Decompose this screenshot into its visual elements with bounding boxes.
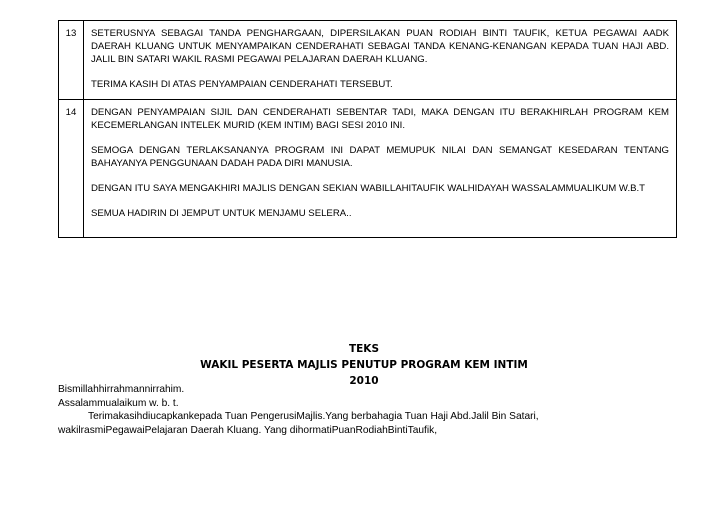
- table-row: [59, 100, 677, 238]
- table-row: [59, 21, 677, 100]
- heading-line-3: 2010: [349, 375, 379, 387]
- row-number: 13: [59, 21, 84, 100]
- row-content: [84, 100, 677, 238]
- paragraph: DENGAN PENYAMPAIAN SIJIL DAN CENDERAHATI SEBENTAR TADI, MAKA DENGAN ITU BERAKHIRLAH PROGRAM KEM KECEMERLANGAN INTELEK MURID (KEM INTIM) BAGI SESI 2010 INI.: [91, 107, 669, 131]
- speech-line: Assalammualaikum w. b. t.: [58, 397, 179, 409]
- row-content: [84, 21, 677, 100]
- speech-text: [58, 383, 698, 437]
- row-number: 14: [59, 100, 84, 238]
- paragraph: DENGAN ITU SAYA MENGAKHIRI MAJLIS DENGAN SEKIAN WABILLAHITAUFIK WALHIDAYAH WASSALAMMUALIKUM W.B.T: [91, 183, 646, 194]
- speech-line: Terimakasihdiucapkankepada Tuan PengerusiMajlis.Yang berbahagia Tuan Haji Abd.Jalil Bin Satari,: [88, 411, 539, 422]
- paragraph: SEMUA HADIRIN DI JEMPUT UNTUK MENJAMU SELERA..: [91, 208, 352, 219]
- speech-line: wakilrasmiPegawaiPelajaran Daerah Kluang. Yang dihormatiPuanRodiahBintiTaufik,: [58, 424, 438, 436]
- heading-line-2: WAKIL PESERTA MAJLIS PENUTUP PROGRAM KEM INTIM: [200, 359, 528, 371]
- paragraph: SEMOGA DENGAN TERLAKSANANYA PROGRAM INI DAPAT MEMUPUK NILAI DAN SEMANGAT KESEDARAN TENTANG BAHAYANYA PENGGUNAAN DADAH PADA DIRI MANUSIA.: [91, 145, 669, 169]
- speech-line: Bismillahhirrahmannirrahim.: [58, 384, 185, 395]
- programme-table: [58, 20, 677, 238]
- paragraph: SETERUSNYA SEBAGAI TANDA PENGHARGAAN, DIPERSILAKAN PUAN RODIAH BINTI TAUFIK, KETUA PEGAWAI AADK DAERAH KLUANG UNTUK MENYAMPAIKAN CENDERAHATI SEBAGAI TANDA KENANG-KENANGAN KEPADA TUAN HAJI ABD. JALIL BIN SATARI WAKIL RASMI PEGAWAI PELAJARAN DAERAH KLUANG.: [91, 28, 669, 65]
- heading-line-1: TEKS: [348, 343, 380, 355]
- paragraph: TERIMA KASIH DI ATAS PENYAMPAIAN CENDERAHATI TERSEBUT.: [91, 79, 393, 90]
